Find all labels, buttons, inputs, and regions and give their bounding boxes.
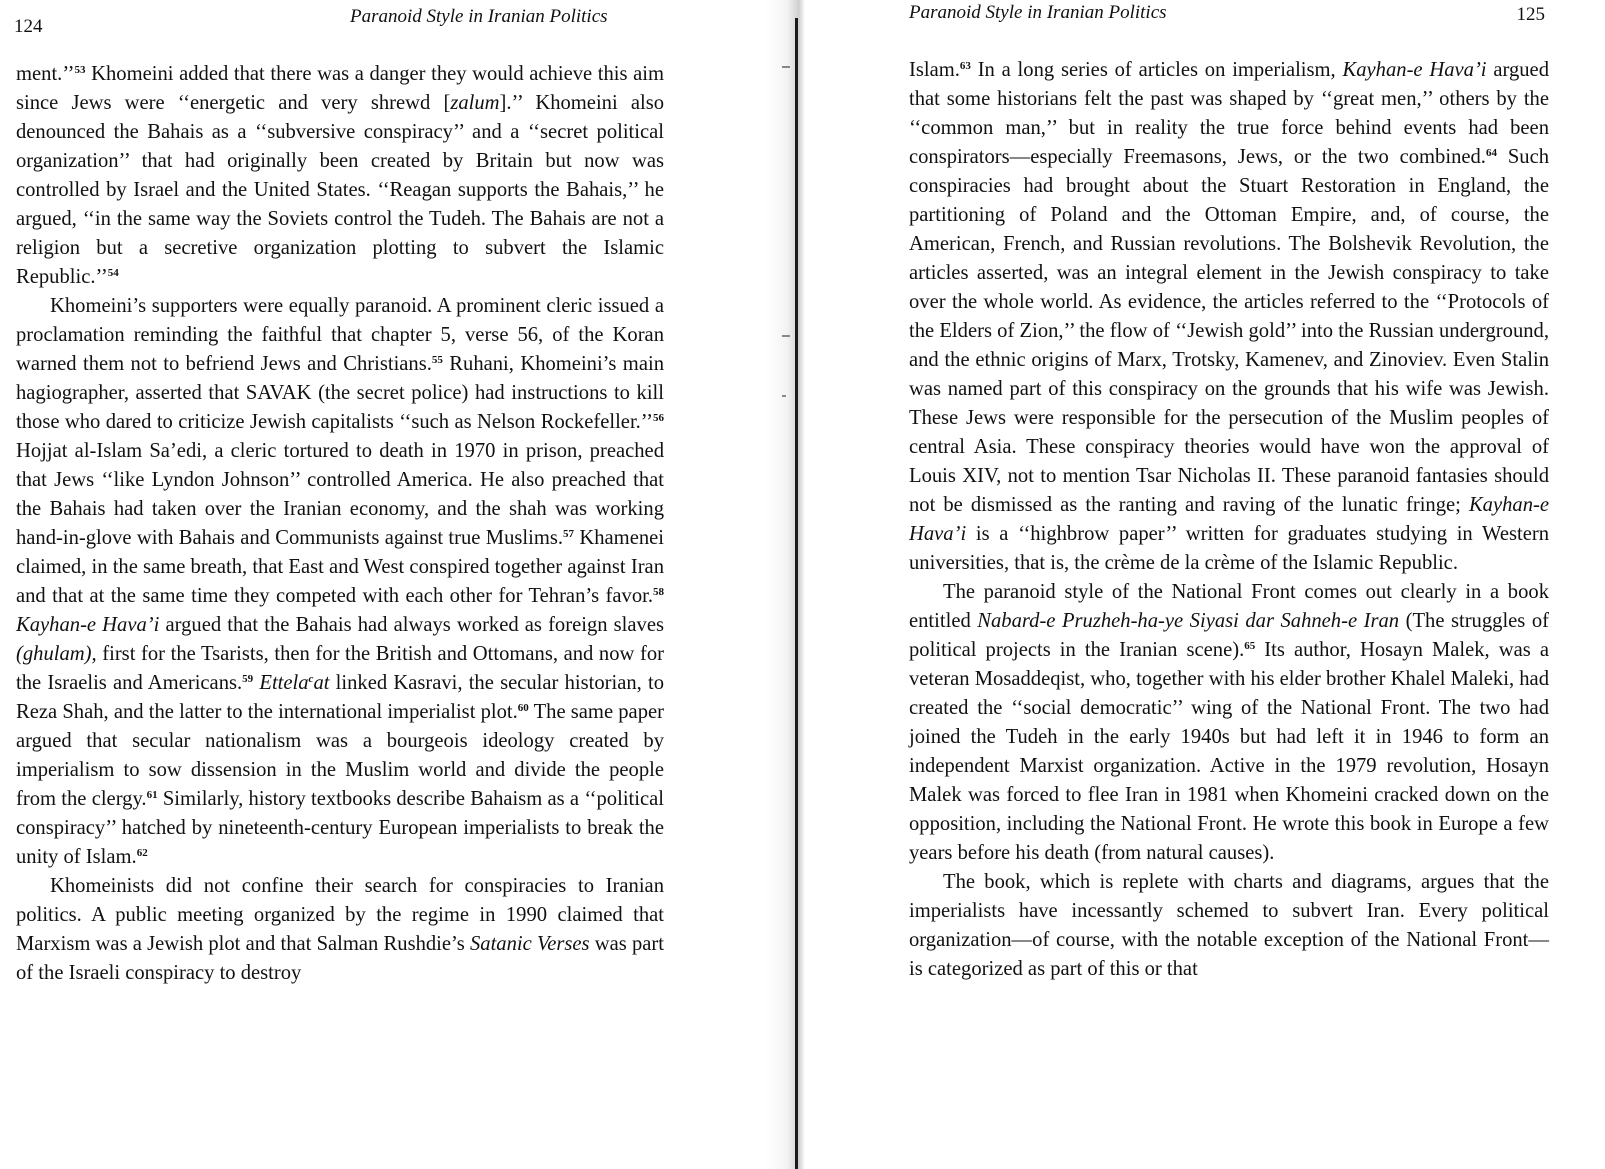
paragraph: Khomeini’s supporters were equally paranoid. A prominent cleric issued a proclamation reminding the faithful that chapter 5, verse 56, of the Koran warned them not to befriend Jews and Christians.$^{55}$ Ruhani, Khomeini’s main hagiographer, asserted that SAVAK (the secret police) had instructions to kill those who dared to criticize Jewish capitalists ‘‘such as Nelson Rockefeller.’’$^{56}$ Hojjat al-Islam Sa’edi, a cleric tortured to death in 1970 in prison, preached that Jews ‘‘like Lyndon Johnson’’ controlled America. He also preached that the Bahais had taken over the Iranian economy, and the shah was working hand-in-glove with Bahais and Communists against true Muslims.$^{57}$ Khamenei claimed, in the same breath, that East and West conspired together against Iran and that at the same time they competed with each other for Tehran’s favor.$^{58}$ Kayhan-e Hava’i argued that the Bahais had always worked as foreign slaves (ghulam), first for the Tsarists, then for the British and Ottomans, and now for the Israelis and Americans.$^{59}$ Ettela$^c$at linked Kasravi, the secular historian, to Reza Shah, and the latter to the international imperialist plot.$^{60}$ The same paper argued that secular nationalism was a bourgeois ideology created by imperialism to sow dissension in the Muslim world and divide the people from the clergy.$^{61}$ Similarly, history textbooks describe Bahaism as a ‘‘political conspiracy’’ hatched by nineteenth-century European imperialists to break the unity of Islam.$^{62}$ (16, 295, 664, 868)
page-number: 125 (1516, 4, 1545, 25)
footnote-marker: 60 (517, 702, 529, 714)
footnote-marker: 61 (146, 789, 158, 801)
paragraph: Khomeinists did not confine their search for conspiracies to Iranian politics. A public meeting organized by the regime in 1990 claimed that Marxism was a Jewish plot and that Salman Rushdie’s Satanic Verses was part of the Israeli conspiracy to destroy (16, 875, 665, 984)
footnote-marker: 64 (1485, 147, 1497, 159)
footnote-marker: 53 (74, 64, 86, 76)
running-head: Paranoid Style in Iranian Politics (350, 6, 608, 27)
body-text (16, 60, 664, 988)
footnote-marker: 58 (653, 586, 664, 598)
paragraph: The book, which is replete with charts and diagrams, argues that the imperialists have incessantly schemed to subvert Iran. Every political organization—of course, with the notable exception of the National Front—is categorized as part of this or that (909, 871, 1549, 980)
footnote-marker: 62 (136, 847, 148, 859)
paragraph: Islam.$^{63}$ In a long series of articles on imperialism, Kayhan-e Hava’i argued that some historians felt the past was shaped by ‘‘great men,’’ others by the ‘‘common man,’’ but in reality the true force behind events had been conspirators—especially Freemasons, Jews, or the two combined.$^{64}$ Such conspiracies had brought about the Stuart Restoration in England, the partitioning of Poland and the Ottoman Empire, and, of course, the American, French, and Russian revolutions. The Bolshevik Revolution, the articles asserted, was an integral element in the Jewish conspiracy to take over the whole world. As evidence, the articles referred to the ‘‘Protocols of the Elders of Zion,’’ the flow of ‘‘Jewish gold’’ into the Russian underground, and the ethnic origins of Marx, Trotsky, Kamenev, and Zinoviev. Even Stalin was named part of this conspiracy on the grounds that his wife was Jewish. These Jews were responsible for the persecution of the Muslim peoples of central Asia. These conspiracy theories would have won the approval of Louis XIV, not to mention Tsar Nicholas II. These paranoid fantasies should not be dismissed as the ranting and raving of the lunatic fringe; Kayhan-e Hava’i is a ‘‘highbrow paper’’ written for graduates studying in Western universities, that is, the crème de la crème of the Islamic Republic. (909, 59, 1550, 574)
footnote-marker: 56 (653, 412, 664, 424)
right-page (805, 0, 1605, 1169)
footnote-marker: 65 (1244, 640, 1256, 652)
footnote-marker: 54 (107, 267, 119, 279)
page-number: 124 (14, 16, 43, 37)
body-text (909, 56, 1549, 984)
footnote-marker: 63 (959, 60, 971, 72)
left-page (0, 0, 800, 1169)
footnote-marker: 55 (431, 354, 443, 366)
footnote-marker: 59 (242, 673, 254, 685)
paragraph: ment.’’$^{53}$ Khomeini added that there was a danger they would achieve this aim since Jews were ‘‘energetic and very shrewd [zalum].’’ Khomeini also denounced the Bahais as a ‘‘subversive conspiracy’’ and a ‘‘secret political organization’’ that had originally been created by Britain but now was controlled by Israel and the United States. ‘‘Reagan supports the Bahais,’’ he argued, ‘‘in the same way the Soviets control the Tudeh. The Bahais are not a religion but a secretive organization plotting to subvert the Islamic Republic.’’$^{54}$ (16, 63, 665, 288)
running-head: Paranoid Style in Iranian Politics (909, 2, 1167, 23)
paragraph: The paranoid style of the National Front comes out clearly in a book entitled Nabard-e Pruzheh-ha-ye Siyasi dar Sahneh-e Iran (The struggles of political projects in the Iranian scene).$^{65}$ Its author, Hosayn Malek, was a veteran Mosaddeqist, who, together with his elder brother Khalel Maleki, had created the ‘‘social democratic’’ wing of the National Front. The two had joined the Tudeh in the early 1940s but had left it in 1946 to form an independent Marxist organization. Active in the 1979 revolution, Hosayn Malek was forced to flee Iran in 1981 when Khomeini cracked down on the opposition, including the National Front. He wrote this book in Europe a few years before his death (from natural causes). (909, 581, 1549, 864)
footnote-marker: 57 (563, 528, 575, 540)
